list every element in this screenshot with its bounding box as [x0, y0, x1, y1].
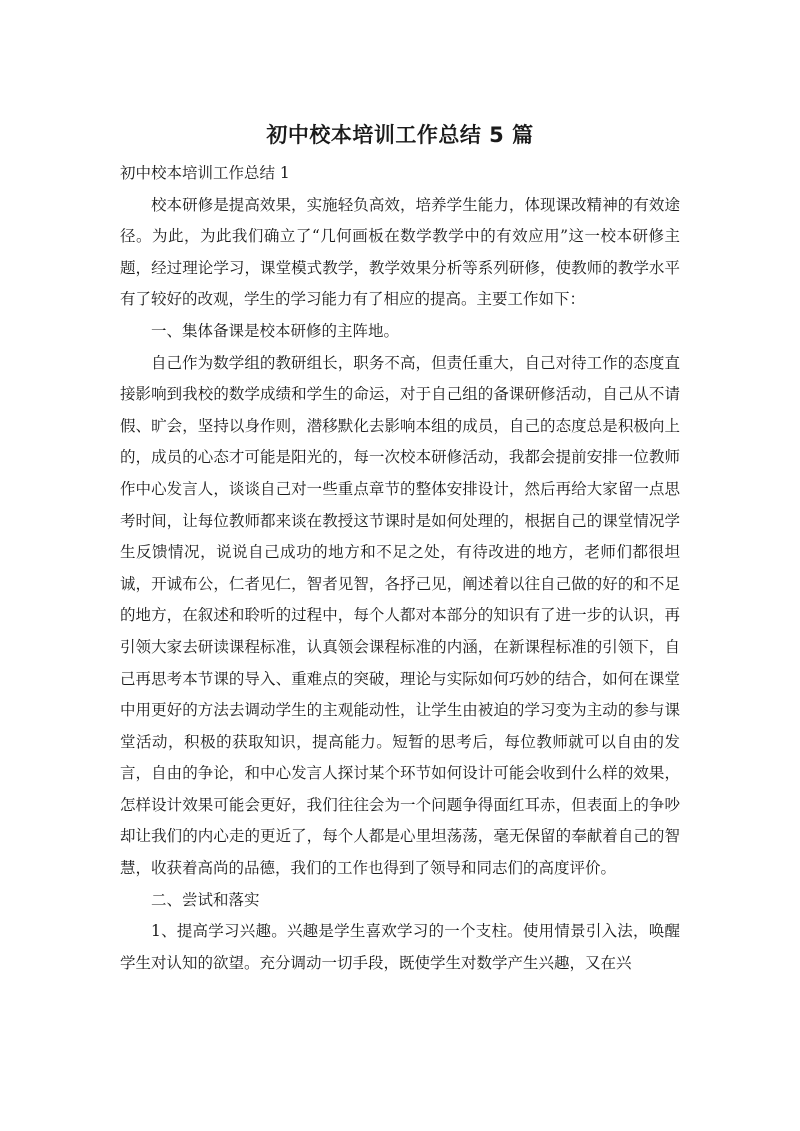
document-title: 初中校本培训工作总结 5 篇 [266, 123, 534, 147]
section-heading-2: 二、尝试和落实 [151, 890, 260, 909]
paragraph-collective-prep: 自己作为数学组的教研组长，职务不高，但责任重大，自己对待工作的态度直接影响到我校的数学成绩和学生的命运，对于自己组的备课研修活动，自己从不请假、旷会，坚持以身作则，潜移默化去影响本组的成员，自己的态度总是积极向上的，成员的心态才可能是阳光的，每一次校本研修活动，我都会提前安排一位教师作中心发言人，谈谈自己对一些重点章节的整体安排设计，然后再给大家留一点思考时间，让每位教师都来谈在教授这节课时是如何处理的，根据自己的课堂情况学生反馈情况，说说自己成功的地方和不足之处，有待改进的地方，老师们都很坦诚，开诚布公，仁者见仁，智者见智，各抒己见，阐述着以往自己做的好的和不足的地方，在叙述和聆听的过程中，每个人都对本部分的知识有了进一步的认识，再引领大家去研读课程标准，认真领会课程标准的内涵，在新课程标准的引领下，自己再思考本节课的导入、重难点的突破，理论与实际如何巧妙的结合，如何在课堂中用更好的方法去调动学生的主观能动性，让学生由被迫的学习变为主动的参与课堂活动，积极的获取知识，提高能力。短暂的思考后，每位教师就可以自由的发言，自由的争论，和中心发言人探讨某个环节如何设计可能会收到什么样的效果，怎样设计效果可能会更好，我们往往会为一个问题争得面红耳赤，但表面上的争吵却让我们的内心走的更近了，每个人都是心里坦荡荡，毫无保留的奉献着自己的智慧，收获着高尚的品德，我们的工作也得到了领导和同志们的高度评价。 [120, 353, 680, 878]
document-body [120, 158, 680, 979]
document-subtitle: 初中校本培训工作总结 1 [120, 164, 290, 182]
section-heading-1: 一、集体备课是校本研修的主阵地。 [151, 321, 400, 340]
paragraph-intro: 校本研修是提高效果，实施轻负高效，培养学生能力，体现课改精神的有效途径。为此，为此我们确立了“几何画板在数学教学中的有效应用”这一校本研修主题，经过理论学习，课堂模式教学，教学效果分析等系列研修，使教师的教学水平有了较好的改观，学生的学习能力有了相应的提高。主要工作如下： [120, 195, 680, 309]
paragraph-interest: 1、提高学习兴趣。兴趣是学生喜欢学习的一个支柱。使用情景引入法，唤醒学生对认知的欲望。充分调动一切手段，既使学生对数学产生兴趣，又在兴 [120, 922, 680, 972]
